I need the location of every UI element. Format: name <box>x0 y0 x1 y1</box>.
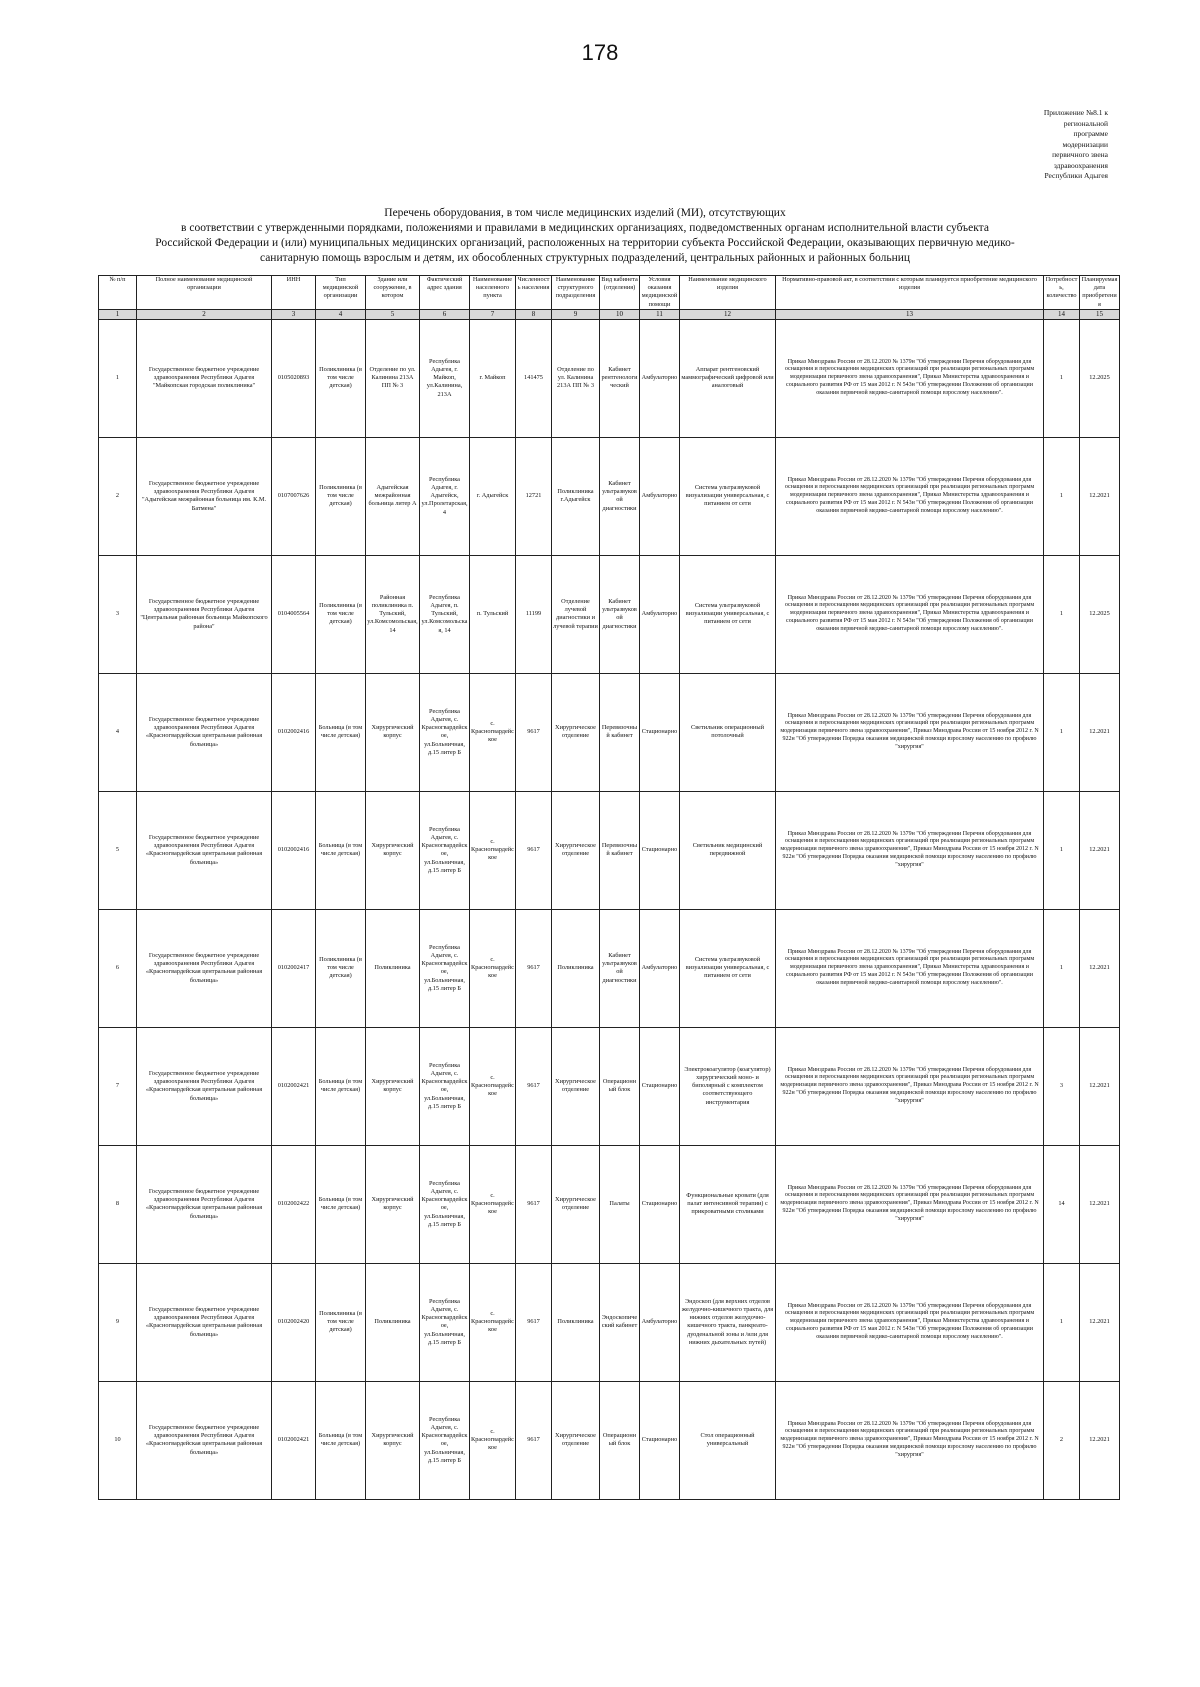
column-header: Потребность, количество <box>1044 276 1080 310</box>
care-conditions-cell: Амбулаторно <box>640 909 680 1027</box>
cabinet-type-cell: Кабинет рентгенологический <box>600 319 640 437</box>
appendix-note <box>988 108 1108 182</box>
address-cell: Республика Адыгея, с. Красногвардейское, ул.Больничная, д.15 литер Б <box>420 1145 470 1263</box>
regulation-cell: Приказ Минздрава России от 28.12.2020 № 1379н "Об утверждении Перечня оборудования для оснащения и переоснащения медицинских организаций при реализации региональных программ модернизации первичного звена здравоохранения", Приказ Минздрава России от 15 ноября 2012 г. N 922н "Об утверждении Порядка оказания медицинской помощи взрослому населению по профилю "хирургия" <box>776 673 1044 791</box>
device-name-cell: Стол операционный универсальный <box>680 1381 776 1499</box>
column-number: 7 <box>470 309 516 319</box>
inn-cell: 0102002421 <box>272 1381 316 1499</box>
document-title <box>140 206 1030 266</box>
building-cell: Хирургический корпус <box>366 1381 420 1499</box>
purchase-date-cell: 12.2021 <box>1080 1263 1120 1381</box>
column-header: Фактический адрес здания <box>420 276 470 310</box>
settlement-cell: г. Адыгейск <box>470 437 516 555</box>
quantity-cell: 1 <box>1044 555 1080 673</box>
care-conditions-cell: Стационарно <box>640 791 680 909</box>
building-cell: Хирургический корпус <box>366 1145 420 1263</box>
row-number-cell: 10 <box>99 1381 137 1499</box>
device-name-cell: Эндоскоп (для верхних отделов желудочно-кишечного тракта, для нижних отделов желудочно-кишечного тракта, панкреато-дуоденальной зоны и /или для нижних дыхательных путей) <box>680 1263 776 1381</box>
organization-type-cell: Больница (в том числе детская) <box>316 1381 366 1499</box>
table-row <box>99 319 1120 437</box>
organization-type-cell: Больница (в том числе детская) <box>316 1145 366 1263</box>
table-row <box>99 437 1120 555</box>
organization-type-cell: Больница (в том числе детская) <box>316 1027 366 1145</box>
inn-cell: 0102002422 <box>272 1145 316 1263</box>
address-cell: Республика Адыгея, с. Красногвардейское, ул.Больничная, д.15 литер Б <box>420 1381 470 1499</box>
quantity-cell: 1 <box>1044 791 1080 909</box>
organization-type-cell: Поликлиника (в том числе детская) <box>316 437 366 555</box>
population-cell: 9617 <box>516 1263 552 1381</box>
quantity-cell: 1 <box>1044 319 1080 437</box>
building-cell: Отделение по ул. Калинина 213А ПП № 3 <box>366 319 420 437</box>
column-number: 1 <box>99 309 137 319</box>
settlement-cell: с. Красногвардейское <box>470 1263 516 1381</box>
device-name-cell: Функциональные кровати (для палат интенсивной терапии) с прикроватными столиками <box>680 1145 776 1263</box>
column-number: 11 <box>640 309 680 319</box>
care-conditions-cell: Амбулаторно <box>640 1263 680 1381</box>
inn-cell: 0102002417 <box>272 909 316 1027</box>
appendix-line: модернизации <box>1062 139 1108 149</box>
purchase-date-cell: 12.2021 <box>1080 1027 1120 1145</box>
division-cell: Поликлиника <box>552 1263 600 1381</box>
row-number-cell: 6 <box>99 909 137 1027</box>
care-conditions-cell: Амбулаторно <box>640 555 680 673</box>
organization-name-cell: Государственное бюджетное учреждение здравоохранения Республики Адыгея «Красногвардейская центральная районная больница» <box>137 673 272 791</box>
care-conditions-cell: Амбулаторно <box>640 319 680 437</box>
cabinet-type-cell: Операционный блок <box>600 1027 640 1145</box>
building-cell: Поликлиника <box>366 909 420 1027</box>
quantity-cell: 1 <box>1044 1263 1080 1381</box>
division-cell: Поликлиника г.Адыгейск <box>552 437 600 555</box>
inn-cell: 0102002416 <box>272 791 316 909</box>
division-cell: Хирургическое отделение <box>552 1145 600 1263</box>
table-row <box>99 1381 1120 1499</box>
purchase-date-cell: 12.2021 <box>1080 909 1120 1027</box>
organization-name-cell: Государственное бюджетное учреждение здравоохранения Республики Адыгея «Красногвардейская центральная районная больница» <box>137 1381 272 1499</box>
address-cell: Республика Адыгея, п. Тульский, ул.Комсомольская, 14 <box>420 555 470 673</box>
table-row <box>99 1145 1120 1263</box>
address-cell: Республика Адыгея, с. Красногвардейское, ул.Больничная, д.15 литер Б <box>420 1263 470 1381</box>
inn-cell: 0104005564 <box>272 555 316 673</box>
column-header: ИНН <box>272 276 316 310</box>
column-header: Тип медицинской организации <box>316 276 366 310</box>
care-conditions-cell: Стационарно <box>640 1145 680 1263</box>
table-row <box>99 555 1120 673</box>
purchase-date-cell: 12.2025 <box>1080 319 1120 437</box>
row-number-cell: 7 <box>99 1027 137 1145</box>
cabinet-type-cell: Кабинет ультразвуковой диагностики <box>600 555 640 673</box>
column-header: Наименование структурного подразделения <box>552 276 600 310</box>
column-number: 4 <box>316 309 366 319</box>
title-line: санитарную помощь взрослым и детям, их обособленных структурных подразделений, центральных районных и районных больниц <box>259 252 911 264</box>
purchase-date-cell: 12.2021 <box>1080 1145 1120 1263</box>
title-line: Перечень оборудования, в том числе медицинских изделий (МИ), отсутствующих <box>384 207 786 219</box>
regulation-cell: Приказ Минздрава России от 28.12.2020 № 1379н "Об утверждении Перечня оборудования для оснащения и переоснащения медицинских организаций при реализации региональных программ модернизации первичного звена здравоохранения", Приказ Министерства здравоохранения и социального развития РФ от 15 мая 2012 г. N 543н "Об утверждении Положения об организации оказания первичной медико-санитарной помощи взрослому населению". <box>776 437 1044 555</box>
building-cell: Поликлиника <box>366 1263 420 1381</box>
row-number-cell: 5 <box>99 791 137 909</box>
population-cell: 9617 <box>516 1145 552 1263</box>
quantity-cell: 3 <box>1044 1027 1080 1145</box>
address-cell: Республика Адыгея, с. Красногвардейское, ул.Больничная, д.15 литер Б <box>420 1027 470 1145</box>
column-number: 9 <box>552 309 600 319</box>
appendix-line: Республики Адыгея <box>1044 171 1108 180</box>
quantity-cell: 1 <box>1044 437 1080 555</box>
purchase-date-cell: 12.2021 <box>1080 1381 1120 1499</box>
regulation-cell: Приказ Минздрава России от 28.12.2020 № 1379н "Об утверждении Перечня оборудования для оснащения и переоснащения медицинских организаций при реализации региональных программ модернизации первичного звена здравоохранения", Приказ Минздрава России от 15 ноября 2012 г. N 922н "Об утверждении Порядка оказания медицинской помощи взрослому населению по профилю "хирургия" <box>776 1145 1044 1263</box>
organization-name-cell: Государственное бюджетное учреждение здравоохранения Республики Адыгея "Адыгейская межрайонная больница им. К.М. Батмена" <box>137 437 272 555</box>
cabinet-type-cell: Перевязочный кабинет <box>600 791 640 909</box>
page-number: 178 <box>581 40 619 65</box>
care-conditions-cell: Стационарно <box>640 1381 680 1499</box>
device-name-cell: Система ультразвуковой визуализации универсальная, с питанием от сети <box>680 437 776 555</box>
table-header <box>99 276 1120 320</box>
purchase-date-cell: 12.2021 <box>1080 791 1120 909</box>
table-row <box>99 791 1120 909</box>
table-row <box>99 1263 1120 1381</box>
population-cell: 12721 <box>516 437 552 555</box>
population-cell: 9617 <box>516 909 552 1027</box>
quantity-cell: 14 <box>1044 1145 1080 1263</box>
table-row <box>99 909 1120 1027</box>
purchase-date-cell: 12.2021 <box>1080 673 1120 791</box>
column-header: Здание или сооружение, в котором <box>366 276 420 310</box>
care-conditions-cell: Стационарно <box>640 673 680 791</box>
device-name-cell: Светильник операционный потолочный <box>680 673 776 791</box>
column-number: 8 <box>516 309 552 319</box>
cabinet-type-cell: Перевязочный кабинет <box>600 673 640 791</box>
settlement-cell: п. Тульский <box>470 555 516 673</box>
column-number: 6 <box>420 309 470 319</box>
row-number-cell: 9 <box>99 1263 137 1381</box>
address-cell: Республика Адыгея, с. Красногвардейское, ул.Больничная, д.15 литер Б <box>420 791 470 909</box>
equipment-table <box>98 275 1120 1500</box>
address-cell: Республика Адыгея, с. Красногвардейское, ул.Больничная, д.15 литер Б <box>420 909 470 1027</box>
organization-name-cell: Государственное бюджетное учреждение здравоохранения Республики Адыгея «Красногвардейская центральная районная больница» <box>137 1027 272 1145</box>
building-cell: Районная поликлиника п. Тульский, ул.Комсомольская, 14 <box>366 555 420 673</box>
population-cell: 141475 <box>516 319 552 437</box>
appendix-line: первичного звена <box>1052 150 1108 159</box>
settlement-cell: с. Красногвардейское <box>470 1027 516 1145</box>
inn-cell: 0102002420 <box>272 1263 316 1381</box>
division-cell: Хирургическое отделение <box>552 791 600 909</box>
cabinet-type-cell: Эндоскопический кабинет <box>600 1263 640 1381</box>
settlement-cell: с. Красногвардейское <box>470 791 516 909</box>
inn-cell: 0107007626 <box>272 437 316 555</box>
device-name-cell: Система ультразвуковой визуализации универсальная, с питанием от сети <box>680 555 776 673</box>
table-row <box>99 673 1120 791</box>
regulation-cell: Приказ Минздрава России от 28.12.2020 № 1379н "Об утверждении Перечня оборудования для оснащения и переоснащения медицинских организаций при реализации региональных программ модернизации первичного звена здравоохранения", Приказ Минздрава России от 15 ноября 2012 г. N 922н "Об утверждении Порядка оказания медицинской помощи взрослому населению по профилю "хирургия" <box>776 791 1044 909</box>
row-number-cell: 3 <box>99 555 137 673</box>
organization-type-cell: Поликлиника (в том числе детская) <box>316 319 366 437</box>
column-header: Условия оказания медицинской помощи <box>640 276 680 310</box>
column-header: № п/п <box>99 276 137 310</box>
cabinet-type-cell: Операционный блок <box>600 1381 640 1499</box>
organization-type-cell: Больница (в том числе детская) <box>316 791 366 909</box>
population-cell: 9617 <box>516 791 552 909</box>
purchase-date-cell: 12.2021 <box>1080 437 1120 555</box>
device-name-cell: Электрокоагулятор (коагулятор) хирургический моно- и биполярный с комплектом соответствующего инструментария <box>680 1027 776 1145</box>
column-header: Наименование медицинского изделия <box>680 276 776 310</box>
settlement-cell: с. Красногвардейское <box>470 909 516 1027</box>
column-header: Планируемая дата приобретения <box>1080 276 1120 310</box>
settlement-cell: г. Майкоп <box>470 319 516 437</box>
settlement-cell: с. Красногвардейское <box>470 1145 516 1263</box>
column-number: 12 <box>680 309 776 319</box>
device-name-cell: Светильник медицинский передвижной <box>680 791 776 909</box>
row-number-cell: 4 <box>99 673 137 791</box>
division-cell: Хирургическое отделение <box>552 673 600 791</box>
row-number-cell: 8 <box>99 1145 137 1263</box>
population-cell: 9617 <box>516 1381 552 1499</box>
organization-type-cell: Поликлиника (в том числе детская) <box>316 555 366 673</box>
appendix-line: региональной <box>1063 118 1108 128</box>
cabinet-type-cell: Кабинет ультразвуковой диагностики <box>600 909 640 1027</box>
column-number: 5 <box>366 309 420 319</box>
regulation-cell: Приказ Минздрава России от 28.12.2020 № 1379н "Об утверждении Перечня оборудования для оснащения и переоснащения медицинских организаций при реализации региональных программ модернизации первичного звена здравоохранения", Приказ Министерства здравоохранения и социального развития РФ от 15 мая 2012 г. N 543н "Об утверждении Положения об организации оказания первичной медико-санитарной помощи взрослому населению". <box>776 909 1044 1027</box>
division-cell: Поликлиника <box>552 909 600 1027</box>
column-number: 3 <box>272 309 316 319</box>
settlement-cell: с. Красногвардейское <box>470 673 516 791</box>
quantity-cell: 1 <box>1044 909 1080 1027</box>
organization-type-cell: Поликлиника (в том числе детская) <box>316 1263 366 1381</box>
care-conditions-cell: Стационарно <box>640 1027 680 1145</box>
appendix-line: здравоохранения <box>1053 160 1108 170</box>
organization-name-cell: Государственное бюджетное учреждение здравоохранения Республики Адыгея «Красногвардейская центральная районная больница» <box>137 1145 272 1263</box>
building-cell: Адыгейская межрайонная больница литер А <box>366 437 420 555</box>
appendix-line: программе <box>1073 129 1108 138</box>
population-cell: 9617 <box>516 1027 552 1145</box>
column-header: Наименование населенного пункта <box>470 276 516 310</box>
address-cell: Республика Адыгея, с. Красногвардейское, ул.Больничная, д.15 литер Б <box>420 673 470 791</box>
building-cell: Хирургический корпус <box>366 1027 420 1145</box>
column-number: 13 <box>776 309 1044 319</box>
quantity-cell: 2 <box>1044 1381 1080 1499</box>
column-header: Полное наименование медицинской организации <box>137 276 272 310</box>
purchase-date-cell: 12.2025 <box>1080 555 1120 673</box>
column-number: 10 <box>600 309 640 319</box>
settlement-cell: с. Красногвардейское <box>470 1381 516 1499</box>
inn-cell: 0102002416 <box>272 673 316 791</box>
regulation-cell: Приказ Минздрава России от 28.12.2020 № 1379н "Об утверждении Перечня оборудования для оснащения и переоснащения медицинских организаций при реализации региональных программ модернизации первичного звена здравоохранения", Приказ Минздрава России от 15 ноября 2012 г. N 922н "Об утверждении Порядка оказания медицинской помощи взрослому населению по профилю "хирургия" <box>776 1027 1044 1145</box>
column-header: Численность населения <box>516 276 552 310</box>
cabinet-type-cell: Кабинет ультразвуковой диагностики <box>600 437 640 555</box>
organization-name-cell: Государственное бюджетное учреждение здравоохранения Республики Адыгея "Центральная районная больница Майкопского района" <box>137 555 272 673</box>
organization-name-cell: Государственное бюджетное учреждение здравоохранения Республики Адыгея «Красногвардейская центральная районная больница» <box>137 1263 272 1381</box>
regulation-cell: Приказ Минздрава России от 28.12.2020 № 1379н "Об утверждении Перечня оборудования для оснащения и переоснащения медицинских организаций при реализации региональных программ модернизации первичного звена здравоохранения", Приказ Министерства здравоохранения и социального развития РФ от 15 мая 2012 г. N 543н "Об утверждении Положения об организации оказания первичной медико-санитарной помощи взрослому населению". <box>776 319 1044 437</box>
organization-type-cell: Больница (в том числе детская) <box>316 673 366 791</box>
address-cell: Республика Адыгея, г. Адыгейск, ул.Пролетарская, 4 <box>420 437 470 555</box>
row-number-cell: 2 <box>99 437 137 555</box>
division-cell: Хирургическое отделение <box>552 1027 600 1145</box>
header-row <box>99 276 1120 310</box>
organization-name-cell: Государственное бюджетное учреждение здравоохранения Республики Адыгея «Красногвардейская центральная районная больница» <box>137 791 272 909</box>
column-number-row <box>99 309 1120 319</box>
organization-type-cell: Поликлиника (в том числе детская) <box>316 909 366 1027</box>
device-name-cell: Система ультразвуковой визуализации универсальная, с питанием от сети <box>680 909 776 1027</box>
organization-name-cell: Государственное бюджетное учреждение здравоохранения Республики Адыгея "Майкопская городская поликлиника" <box>137 319 272 437</box>
title-line: Российской Федерации и (или) муниципальных медицинских организаций, расположенных на территории субъекта Российской Федерации, оказывающих первичную медико- <box>155 237 1015 249</box>
inn-cell: 0105020893 <box>272 319 316 437</box>
table-body <box>99 319 1120 1499</box>
population-cell: 9617 <box>516 673 552 791</box>
column-header: Вид кабинета (отделения) <box>600 276 640 310</box>
title-line: в соответствии с утвержденными порядками, положениями и правилами в медицинских организациях, подведомственных органам исполнительной власти субъекта <box>181 222 989 234</box>
column-number: 14 <box>1044 309 1080 319</box>
regulation-cell: Приказ Минздрава России от 28.12.2020 № 1379н "Об утверждении Перечня оборудования для оснащения и переоснащения медицинских организаций при реализации региональных программ модернизации первичного звена здравоохранения", Приказ Минздрава России от 15 ноября 2012 г. N 922н "Об утверждении Порядка оказания медицинской помощи взрослому населению по профилю "хирургия" <box>776 1381 1044 1499</box>
population-cell: 11199 <box>516 555 552 673</box>
division-cell: Отделение лучевой диагностики и лучевой терапии <box>552 555 600 673</box>
division-cell: Хирургическое отделение <box>552 1381 600 1499</box>
regulation-cell: Приказ Минздрава России от 28.12.2020 № 1379н "Об утверждении Перечня оборудования для оснащения и переоснащения медицинских организаций при реализации региональных программ модернизации первичного звена здравоохранения", Приказ Министерства здравоохранения и социального развития РФ от 15 мая 2012 г. N 543н "Об утверждении Положения об организации оказания первичной медико-санитарной помощи взрослому населению". <box>776 555 1044 673</box>
column-number: 2 <box>137 309 272 319</box>
row-number-cell: 1 <box>99 319 137 437</box>
table-row <box>99 1027 1120 1145</box>
device-name-cell: Аппарат рентгеновский маммографический цифровой или аналоговый <box>680 319 776 437</box>
quantity-cell: 1 <box>1044 673 1080 791</box>
division-cell: Отделение по ул. Калинина 213А ПП № 3 <box>552 319 600 437</box>
cabinet-type-cell: Палаты <box>600 1145 640 1263</box>
building-cell: Хирургический корпус <box>366 791 420 909</box>
building-cell: Хирургический корпус <box>366 673 420 791</box>
inn-cell: 0102002421 <box>272 1027 316 1145</box>
care-conditions-cell: Амбулаторно <box>640 437 680 555</box>
column-number: 15 <box>1080 309 1120 319</box>
address-cell: Республика Адыгея, г. Майкоп, ул.Калинина, 213А <box>420 319 470 437</box>
organization-name-cell: Государственное бюджетное учреждение здравоохранения Республики Адыгея «Красногвардейская центральная районная больница» <box>137 909 272 1027</box>
regulation-cell: Приказ Минздрава России от 28.12.2020 № 1379н "Об утверждении Перечня оборудования для оснащения и переоснащения медицинских организаций при реализации региональных программ модернизации первичного звена здравоохранения", Приказ Министерства здравоохранения и социального развития РФ от 15 мая 2012 г. N 543н "Об утверждении Положения об организации оказания первичной медико-санитарной помощи взрослому населению". <box>776 1263 1044 1381</box>
appendix-line: Приложение №8.1 к <box>1043 108 1108 117</box>
column-header: Нормативно-правовой акт, в соответствии с которым планируется приобретение медицинского изделия <box>776 276 1044 310</box>
